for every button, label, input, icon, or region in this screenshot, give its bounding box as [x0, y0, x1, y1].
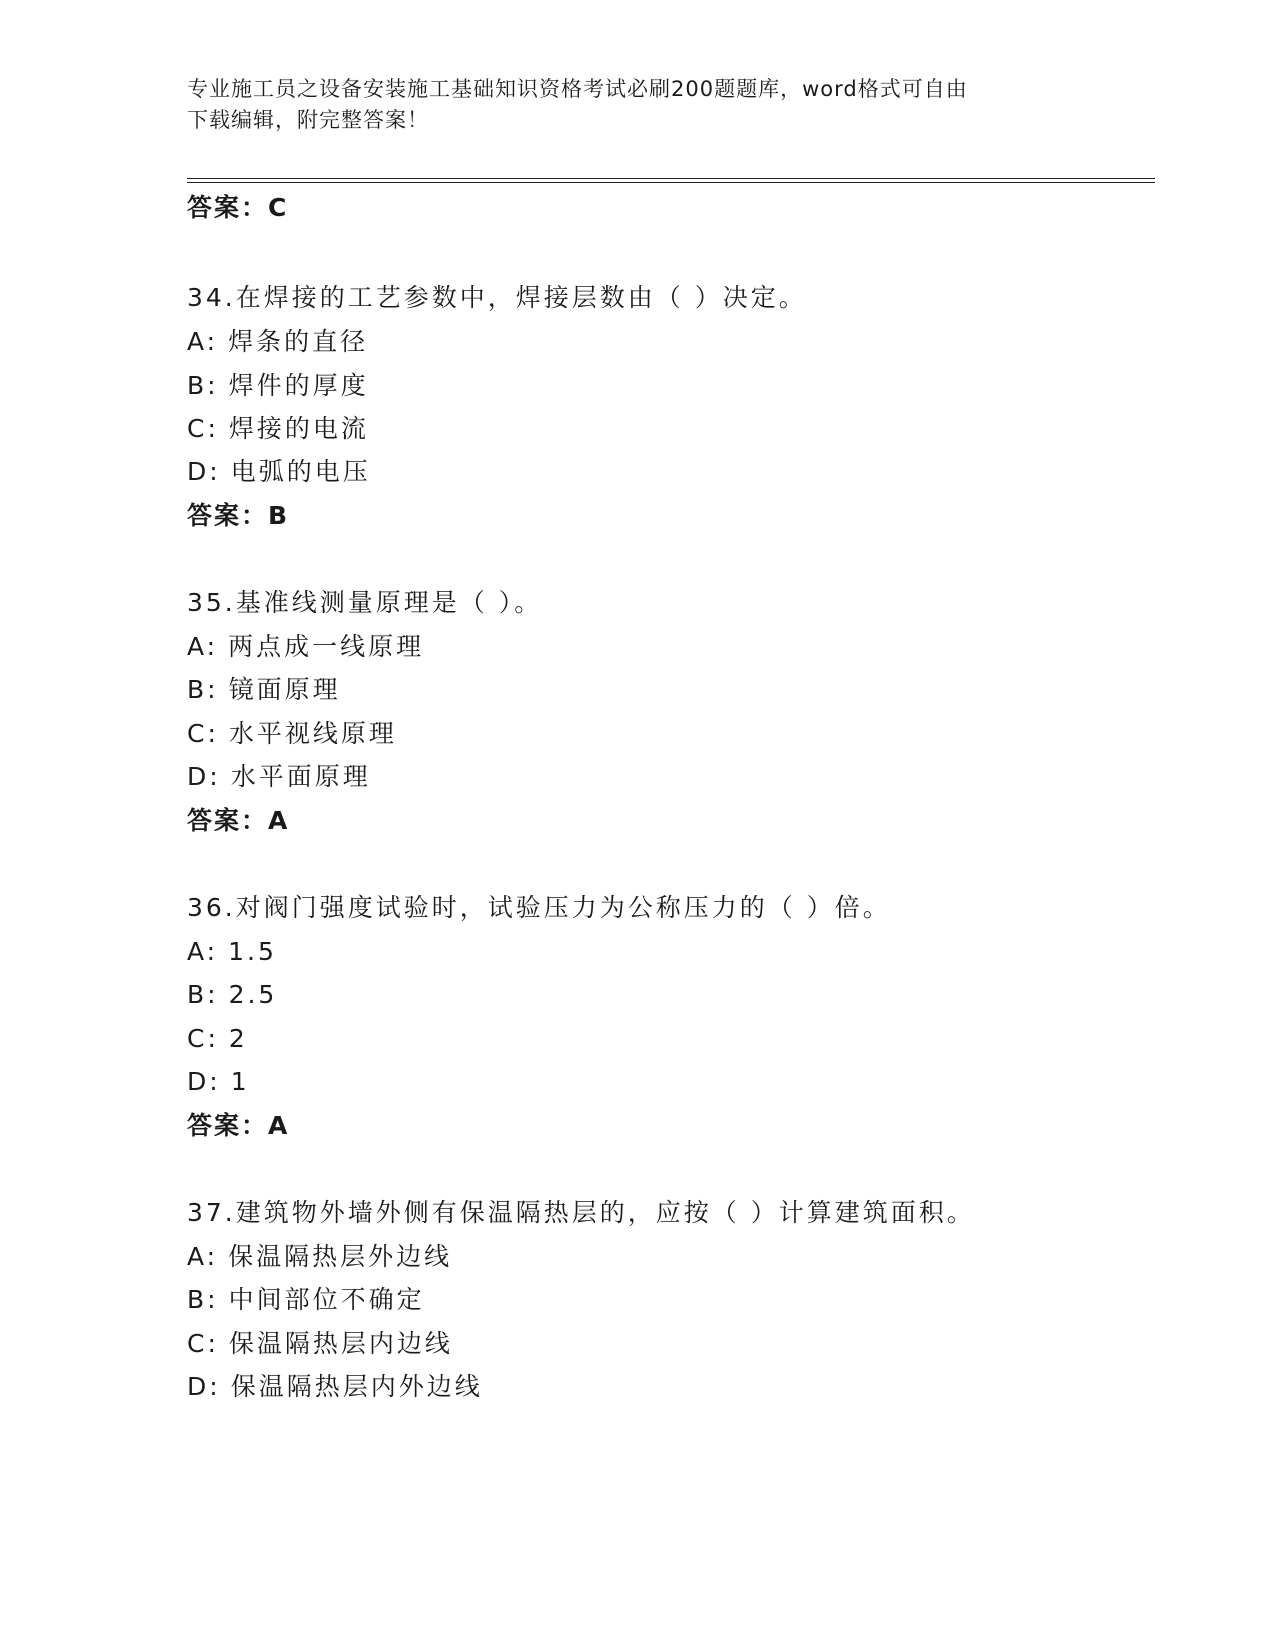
question-34-option-b: B: 焊件的厚度 — [187, 371, 369, 400]
question-34-stem: 34.在焊接的工艺参数中，焊接层数由（ ）决定。 — [187, 283, 807, 312]
question-34-option-c: C: 焊接的电流 — [187, 414, 369, 443]
question-35-stem: 35.基准线测量原理是（ ）。 — [187, 588, 543, 617]
header-divider-top — [187, 178, 1155, 179]
question-34-option-d: D: 电弧的电压 — [187, 457, 371, 486]
header-divider-bottom — [187, 182, 1155, 183]
question-35-option-c: C: 水平视线原理 — [187, 719, 397, 748]
question-35-option-b: B: 镜面原理 — [187, 675, 341, 704]
question-34-answer: 答案：B — [187, 501, 290, 530]
question-37-option-b: B: 中间部位不确定 — [187, 1285, 425, 1314]
question-36-option-d: D: 1 — [187, 1067, 250, 1096]
question-36-stem: 36.对阀门强度试验时，试验压力为公称压力的（ ）倍。 — [187, 893, 891, 922]
question-34-option-a: A: 焊条的直径 — [187, 327, 369, 356]
header-line-2: 下载编辑，附完整答案！ — [187, 108, 429, 132]
question-37-option-d: D: 保温隔热层内外边线 — [187, 1372, 483, 1401]
question-36-option-b: B: 2.5 — [187, 980, 278, 1009]
question-35-answer: 答案：A — [187, 806, 290, 835]
question-37-option-a: A: 保温隔热层外边线 — [187, 1242, 453, 1271]
document-header — [187, 74, 1087, 136]
previous-answer: 答案：C — [187, 193, 289, 222]
question-35-option-a: A: 两点成一线原理 — [187, 632, 425, 661]
question-36-option-a: A: 1.5 — [187, 937, 277, 966]
question-35-option-d: D: 水平面原理 — [187, 762, 371, 791]
question-36-option-c: C: 2 — [187, 1024, 248, 1053]
header-line-1: 专业施工员之设备安装施工基础知识资格考试必刷200题题库，word格式可自由 — [187, 77, 968, 101]
question-37-option-c: C: 保温隔热层内边线 — [187, 1329, 453, 1358]
question-37-stem: 37.建筑物外墙外侧有保温隔热层的，应按（ ）计算建筑面积。 — [187, 1198, 975, 1227]
question-36-answer: 答案：A — [187, 1111, 290, 1140]
